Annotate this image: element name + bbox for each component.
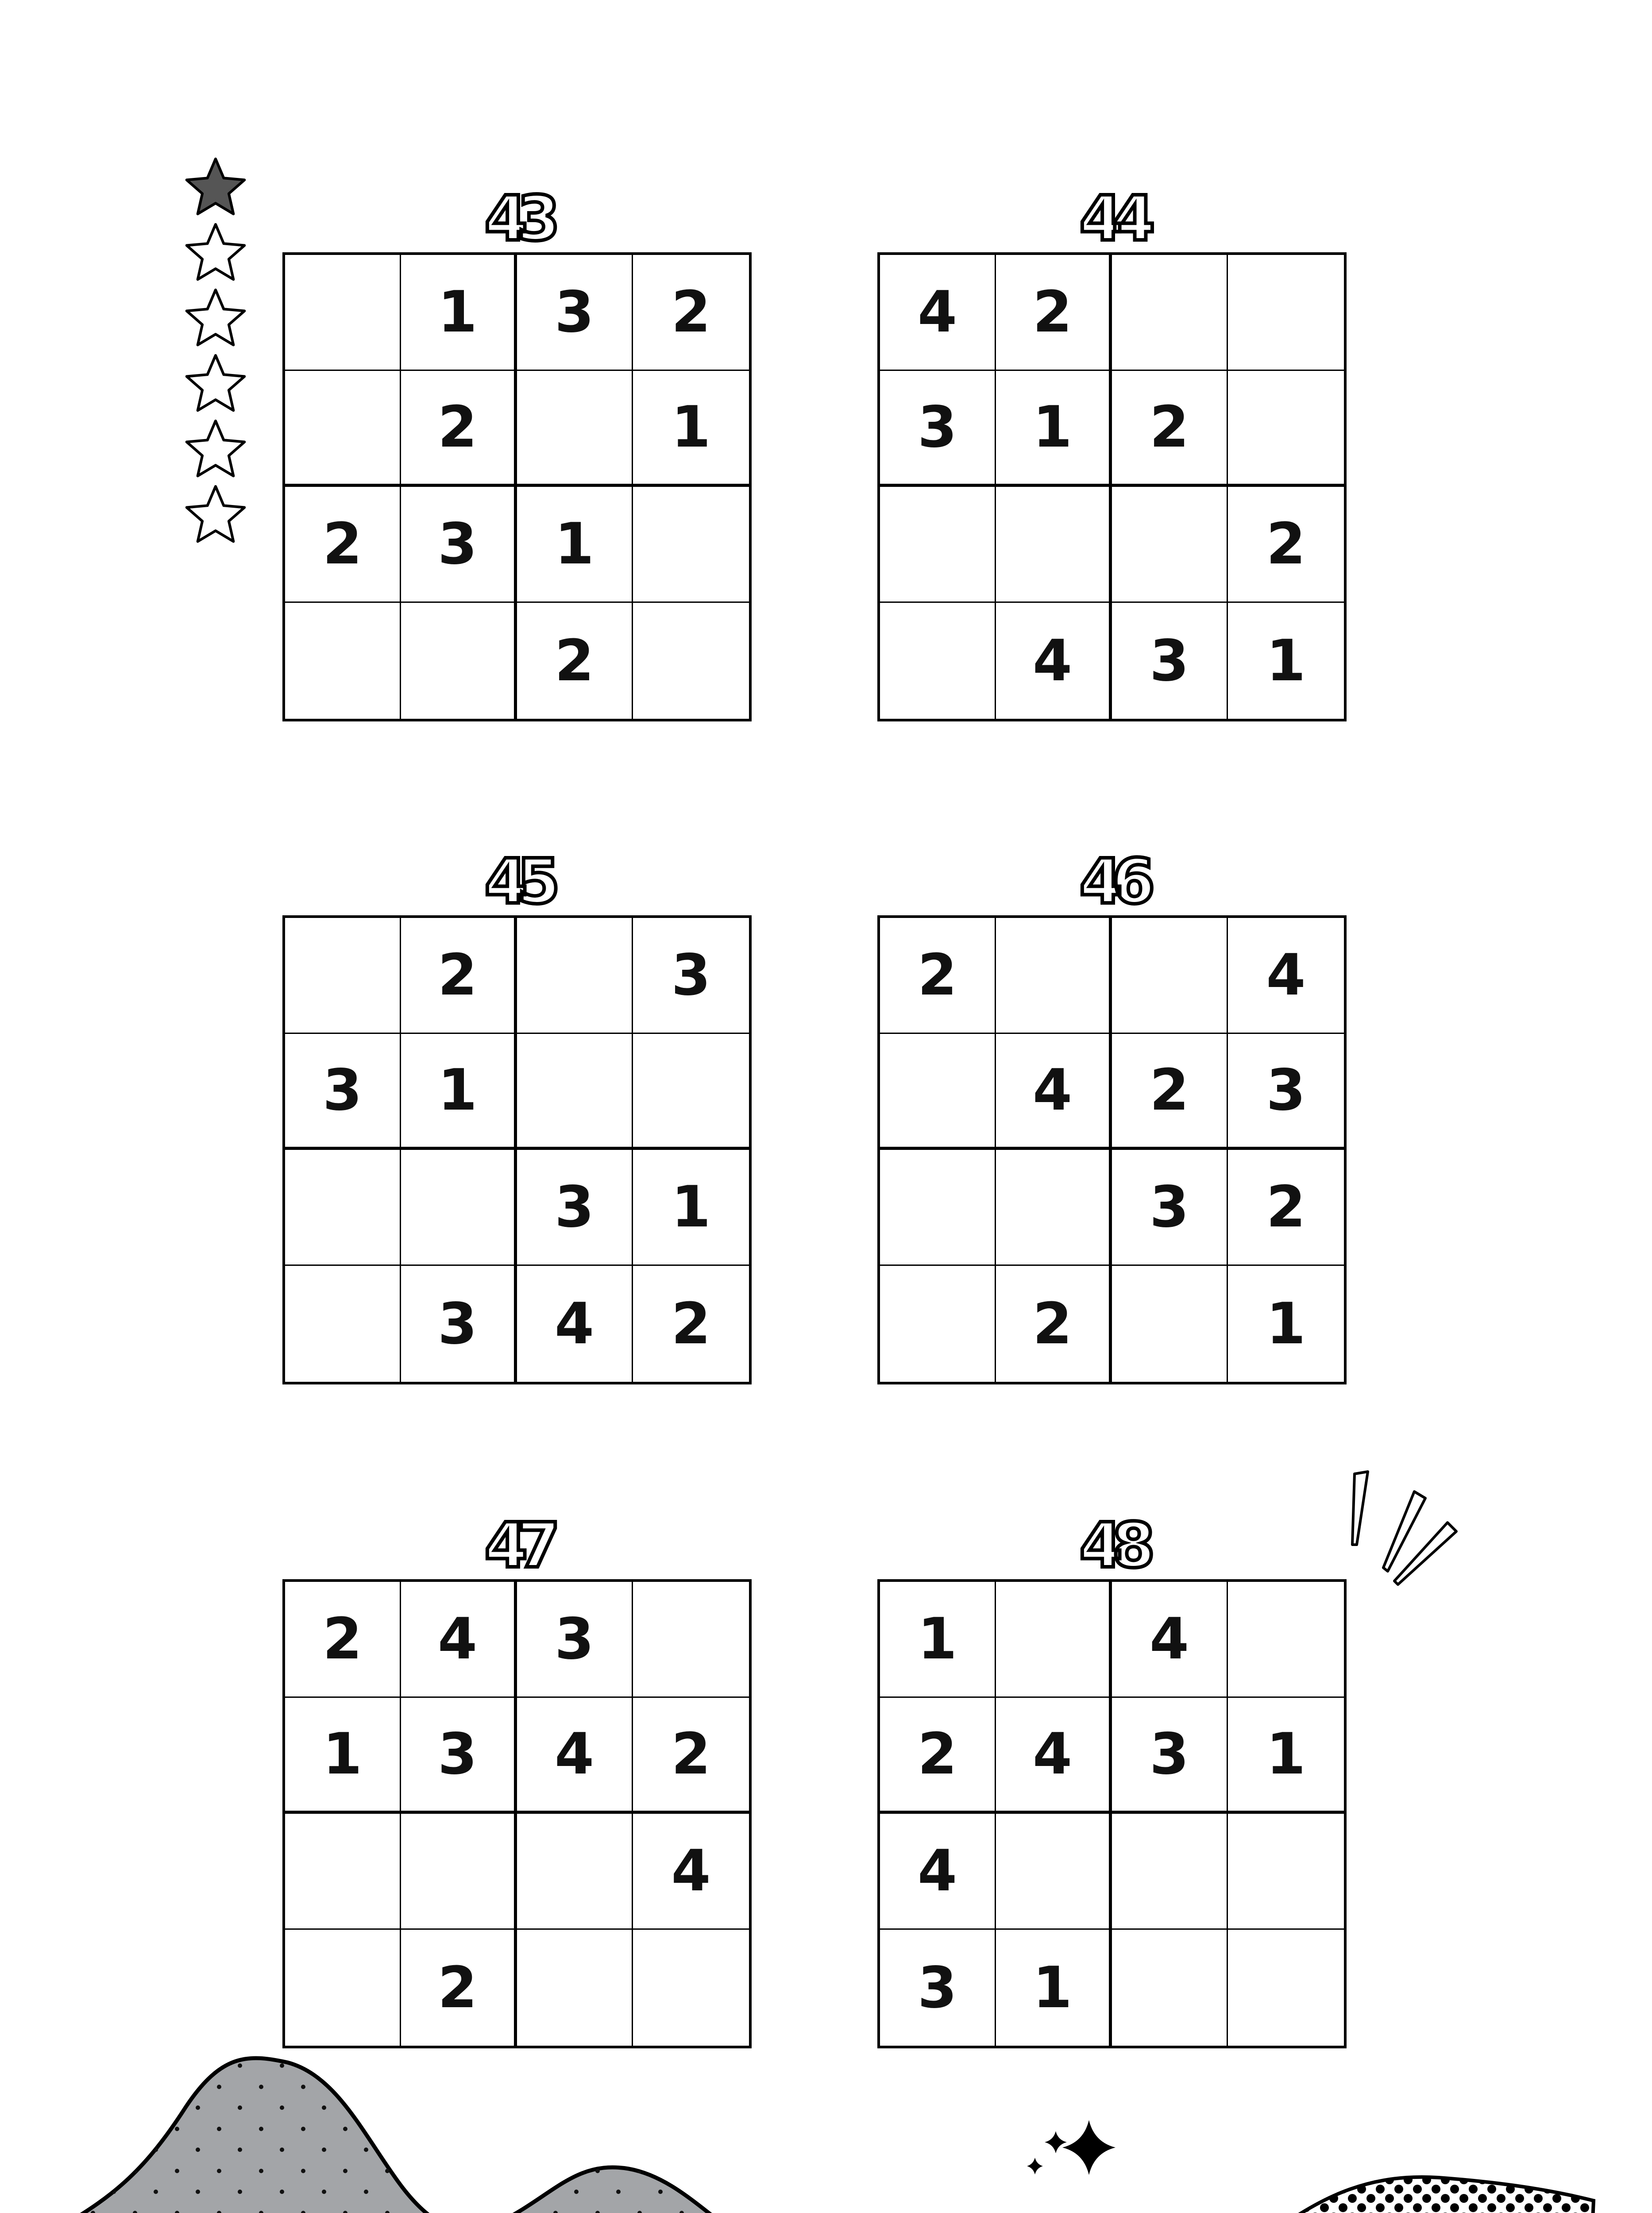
grid-cell [285, 918, 401, 1034]
grid-cell: 2 [633, 255, 749, 371]
grid-cell: 4 [517, 1266, 633, 1382]
grid-cell: 1 [1228, 1698, 1344, 1814]
empty-star-icon [182, 287, 249, 350]
filled-star-icon [182, 156, 249, 219]
grid-cell: 4 [996, 1034, 1112, 1150]
grid-cell: 1 [1266, 628, 1306, 694]
grid-cell: 1 [517, 487, 633, 603]
puzzle-number: 43 [484, 183, 550, 255]
grid-cell [880, 487, 996, 603]
grid-cell: 1 [996, 371, 1112, 487]
grid-cell: 3 [517, 1582, 633, 1698]
puzzle-grid [877, 1579, 1347, 2048]
grid-cell: 1 [880, 1582, 996, 1698]
grid-cell [633, 603, 749, 719]
grid-cell: 1 [401, 255, 517, 371]
grid-cell: 2 [880, 918, 996, 1034]
grid-cell [880, 1266, 996, 1382]
puzzle-number: 47 [484, 1510, 550, 1582]
grid-cell: 3 [285, 1034, 401, 1150]
grid-cell: 4 [996, 1698, 1112, 1814]
grid-cell [633, 1930, 749, 2046]
grid-cell: 2 [517, 603, 633, 719]
grid-cell: 3 [401, 1266, 517, 1382]
grid-cell: 2 [1112, 1034, 1228, 1150]
grid-cell [996, 1582, 1112, 1698]
grid-cell: 1 [633, 1150, 749, 1266]
grid-cell [517, 1034, 633, 1150]
grid-cell: 3 [1112, 1698, 1228, 1814]
puzzle-grid [877, 915, 1347, 1384]
grid-cell [285, 603, 401, 719]
grid-cell [285, 371, 401, 487]
exclamation-burst-icon [1341, 1465, 1465, 1589]
grid-cell [285, 1266, 401, 1382]
grid-cell: 2 [1228, 487, 1344, 603]
grid-cell [996, 1150, 1112, 1266]
grid-cell [1112, 255, 1228, 371]
puzzle-number: 45 [484, 846, 550, 918]
grid-cell [517, 1814, 633, 1930]
empty-star-icon [182, 484, 249, 547]
grid-cell: 2 [285, 487, 401, 603]
empty-star-icon [182, 353, 249, 416]
grid-cell [285, 1930, 401, 2046]
grid-cell [1112, 1930, 1228, 2046]
grid-cell [1112, 487, 1228, 603]
puzzle-number: 44 [1079, 183, 1145, 255]
grid-cell: 1 [1266, 1291, 1306, 1357]
grid-cell [880, 603, 996, 719]
grid-cell: 4 [401, 1582, 517, 1698]
grid-cell: 2 [1112, 371, 1228, 487]
grid-cell [633, 487, 749, 603]
grid-cell: 3 [401, 487, 517, 603]
puzzle-number: 46 [1079, 846, 1145, 918]
dotted-wave-ribbon [907, 2177, 1594, 2213]
grid-cell: 1 [633, 371, 749, 487]
grid-cell [517, 371, 633, 487]
grid-cell [1228, 255, 1344, 371]
grid-cell [401, 603, 517, 719]
grid-cell: 1 [401, 1034, 517, 1150]
grid-cell: 2 [996, 255, 1112, 371]
grid-cell: 2 [401, 1930, 517, 2046]
grid-cell [285, 1150, 401, 1266]
grid-cell [1112, 1266, 1228, 1382]
grid-cell [1228, 1930, 1344, 2046]
grid-cell: 2 [671, 1291, 711, 1357]
grid-cell: 2 [401, 918, 517, 1034]
grid-cell: 2 [285, 1582, 401, 1698]
grid-cell: 3 [633, 918, 749, 1034]
grid-cell: 4 [1228, 918, 1344, 1034]
grid-cell: 3 [517, 1150, 633, 1266]
grid-cell: 4 [1112, 1582, 1228, 1698]
sparkle-icon [1027, 2120, 1115, 2175]
grid-cell: 2 [1228, 1150, 1344, 1266]
grid-cell: 3 [1112, 1150, 1228, 1266]
grid-cell: 2 [880, 1698, 996, 1814]
grid-cell: 3 [880, 1930, 996, 2046]
puzzle-grid [282, 252, 752, 721]
puzzle-grid [877, 252, 1347, 721]
grid-cell: 3 [880, 371, 996, 487]
grid-cell [880, 1150, 996, 1266]
grid-cell: 3 [401, 1698, 517, 1814]
grid-cell: 3 [1228, 1034, 1344, 1150]
puzzle-number: 48 [1079, 1510, 1145, 1582]
difficulty-rating [182, 156, 249, 549]
grid-cell [285, 1814, 401, 1930]
grid-cell: 4 [880, 255, 996, 371]
grid-cell [285, 255, 401, 371]
grid-cell [996, 1814, 1112, 1930]
grid-cell: 4 [996, 603, 1112, 719]
grid-cell [517, 918, 633, 1034]
grid-cell [1228, 1814, 1344, 1930]
hill-dotted-shape [62, 2058, 943, 2213]
empty-star-icon [182, 222, 249, 285]
grid-cell [996, 918, 1112, 1034]
grid-cell: 2 [633, 1698, 749, 1814]
grid-cell: 4 [880, 1814, 996, 1930]
puzzle-grid [282, 915, 752, 1384]
grid-cell [996, 487, 1112, 603]
grid-cell [633, 1034, 749, 1150]
puzzle-grid [282, 1579, 752, 2048]
grid-cell [1112, 1814, 1228, 1930]
grid-cell [517, 1930, 633, 2046]
grid-cell [1228, 371, 1344, 487]
grid-cell: 4 [517, 1698, 633, 1814]
grid-cell: 2 [401, 371, 517, 487]
grid-cell [401, 1150, 517, 1266]
grid-cell: 4 [633, 1814, 749, 1930]
landscape-decoration [0, 2036, 1652, 2213]
grid-cell [1228, 1582, 1344, 1698]
grid-cell [401, 1814, 517, 1930]
grid-cell: 2 [996, 1266, 1112, 1382]
grid-cell [633, 1582, 749, 1698]
grid-cell [880, 1034, 996, 1150]
grid-cell: 3 [1112, 603, 1228, 719]
grid-cell: 1 [285, 1698, 401, 1814]
empty-star-icon [182, 418, 249, 481]
grid-cell: 1 [996, 1930, 1112, 2046]
grid-cell [1112, 918, 1228, 1034]
grid-cell: 3 [517, 255, 633, 371]
